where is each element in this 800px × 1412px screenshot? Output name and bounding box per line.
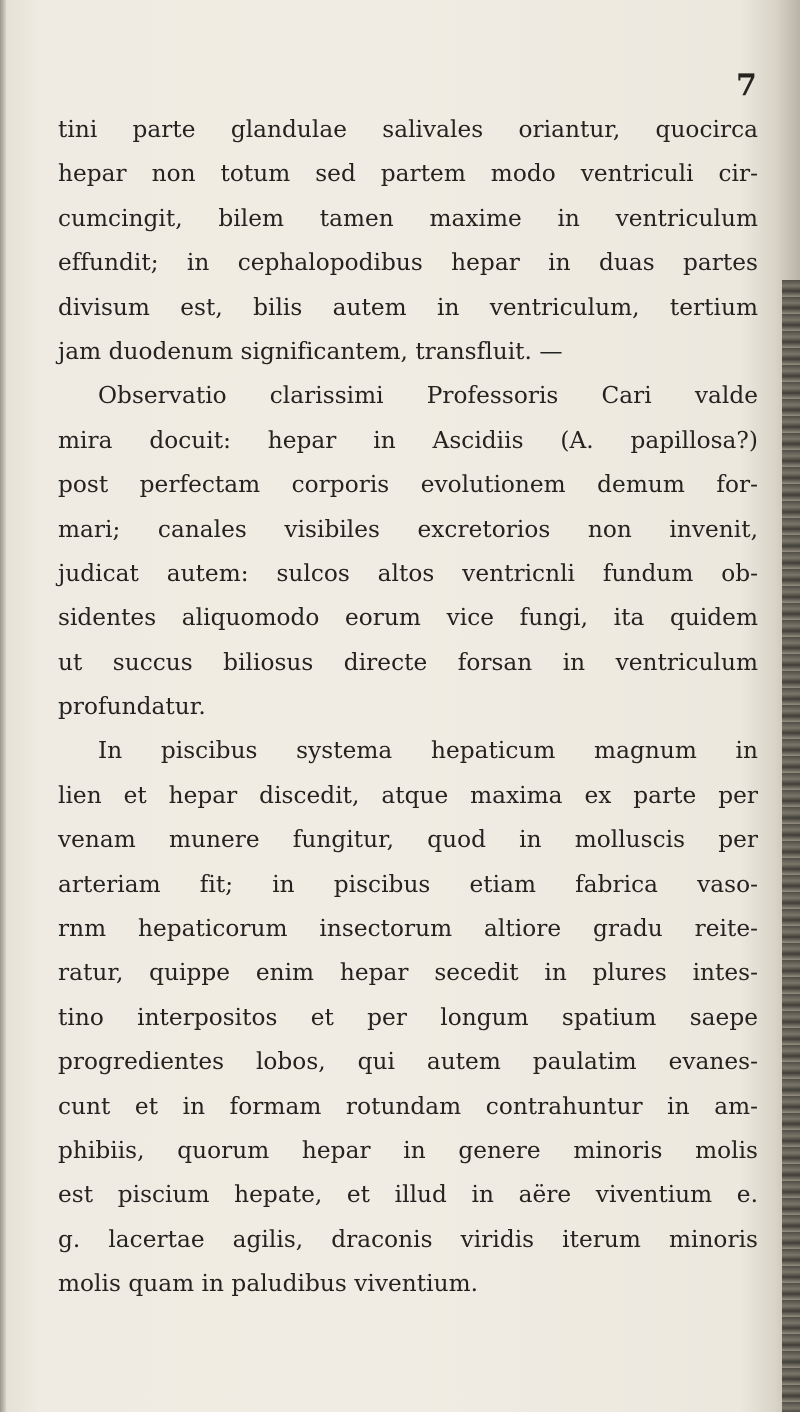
text-line: cunt et in formam rotundam contrahuntur in am- [58,1092,758,1120]
text-line: lien et hepar discedit, atque maxima ex parte per [58,781,758,809]
text-line: hepar non totum sed partem modo ventriculi cir- [58,160,758,188]
text-line: arteriam fit; in piscibus etiam fabrica vaso- [58,870,758,898]
text-line: venam munere fungitur, quod in molluscis per [58,826,758,854]
text-line: molis quam in paludibus viventium. [58,1270,479,1298]
text-line: effundit; in cephalopodibus hepar in duas partes [58,249,758,277]
text-line: phibiis, quorum hepar in genere minoris molis [58,1136,758,1164]
text-line: tino interpositos et per longum spatium saepe [58,1003,758,1031]
text-line: Observatio clarissimi Professoris Cari valde [98,382,758,410]
text-line: progredientes lobos, qui autem paulatim evanes- [58,1048,758,1076]
text-line: rnm hepaticorum insectorum altiore gradu reite- [58,915,758,943]
text-line: post perfectam corporis evolutionem demum for- [58,471,758,499]
text-line: cumcingit, bilem tamen maxime in ventriculum [58,204,758,232]
page-left-edge [0,0,6,1412]
text-line: jam duodenum significantem, transfluit. — [58,337,563,365]
text-line: sidentes aliquomodo eorum vice fungi, ita quidem [58,604,758,632]
text-line: est piscium hepate, et illud in aëre viventium e. [58,1181,758,1209]
text-line: In piscibus systema hepaticum magnum in [98,737,758,765]
text-line: profundatur. [58,693,206,721]
body-text [58,108,758,1307]
text-line: judicat autem: sulcos altos ventricnli fundum ob- [58,559,758,587]
text-line: divisum est, bilis autem in ventriculum, tertium [58,293,758,321]
text-line: tini parte glandulae salivales oriantur, quocirca [58,116,758,143]
text-line: ratur, quippe enim hepar secedit in plures intes- [58,959,758,987]
text-line: g. lacertae agilis, draconis viridis iterum minoris [58,1225,758,1253]
text-line: ut succus biliosus directe forsan in ventriculum [58,648,758,676]
text-line: mira docuit: hepar in Ascidiis (A. papillosa?) [58,426,758,454]
text-line: mari; canales visibiles excretorios non invenit, [58,515,758,543]
book-binding-edge [782,280,800,1412]
page-number: 7 [736,68,757,103]
